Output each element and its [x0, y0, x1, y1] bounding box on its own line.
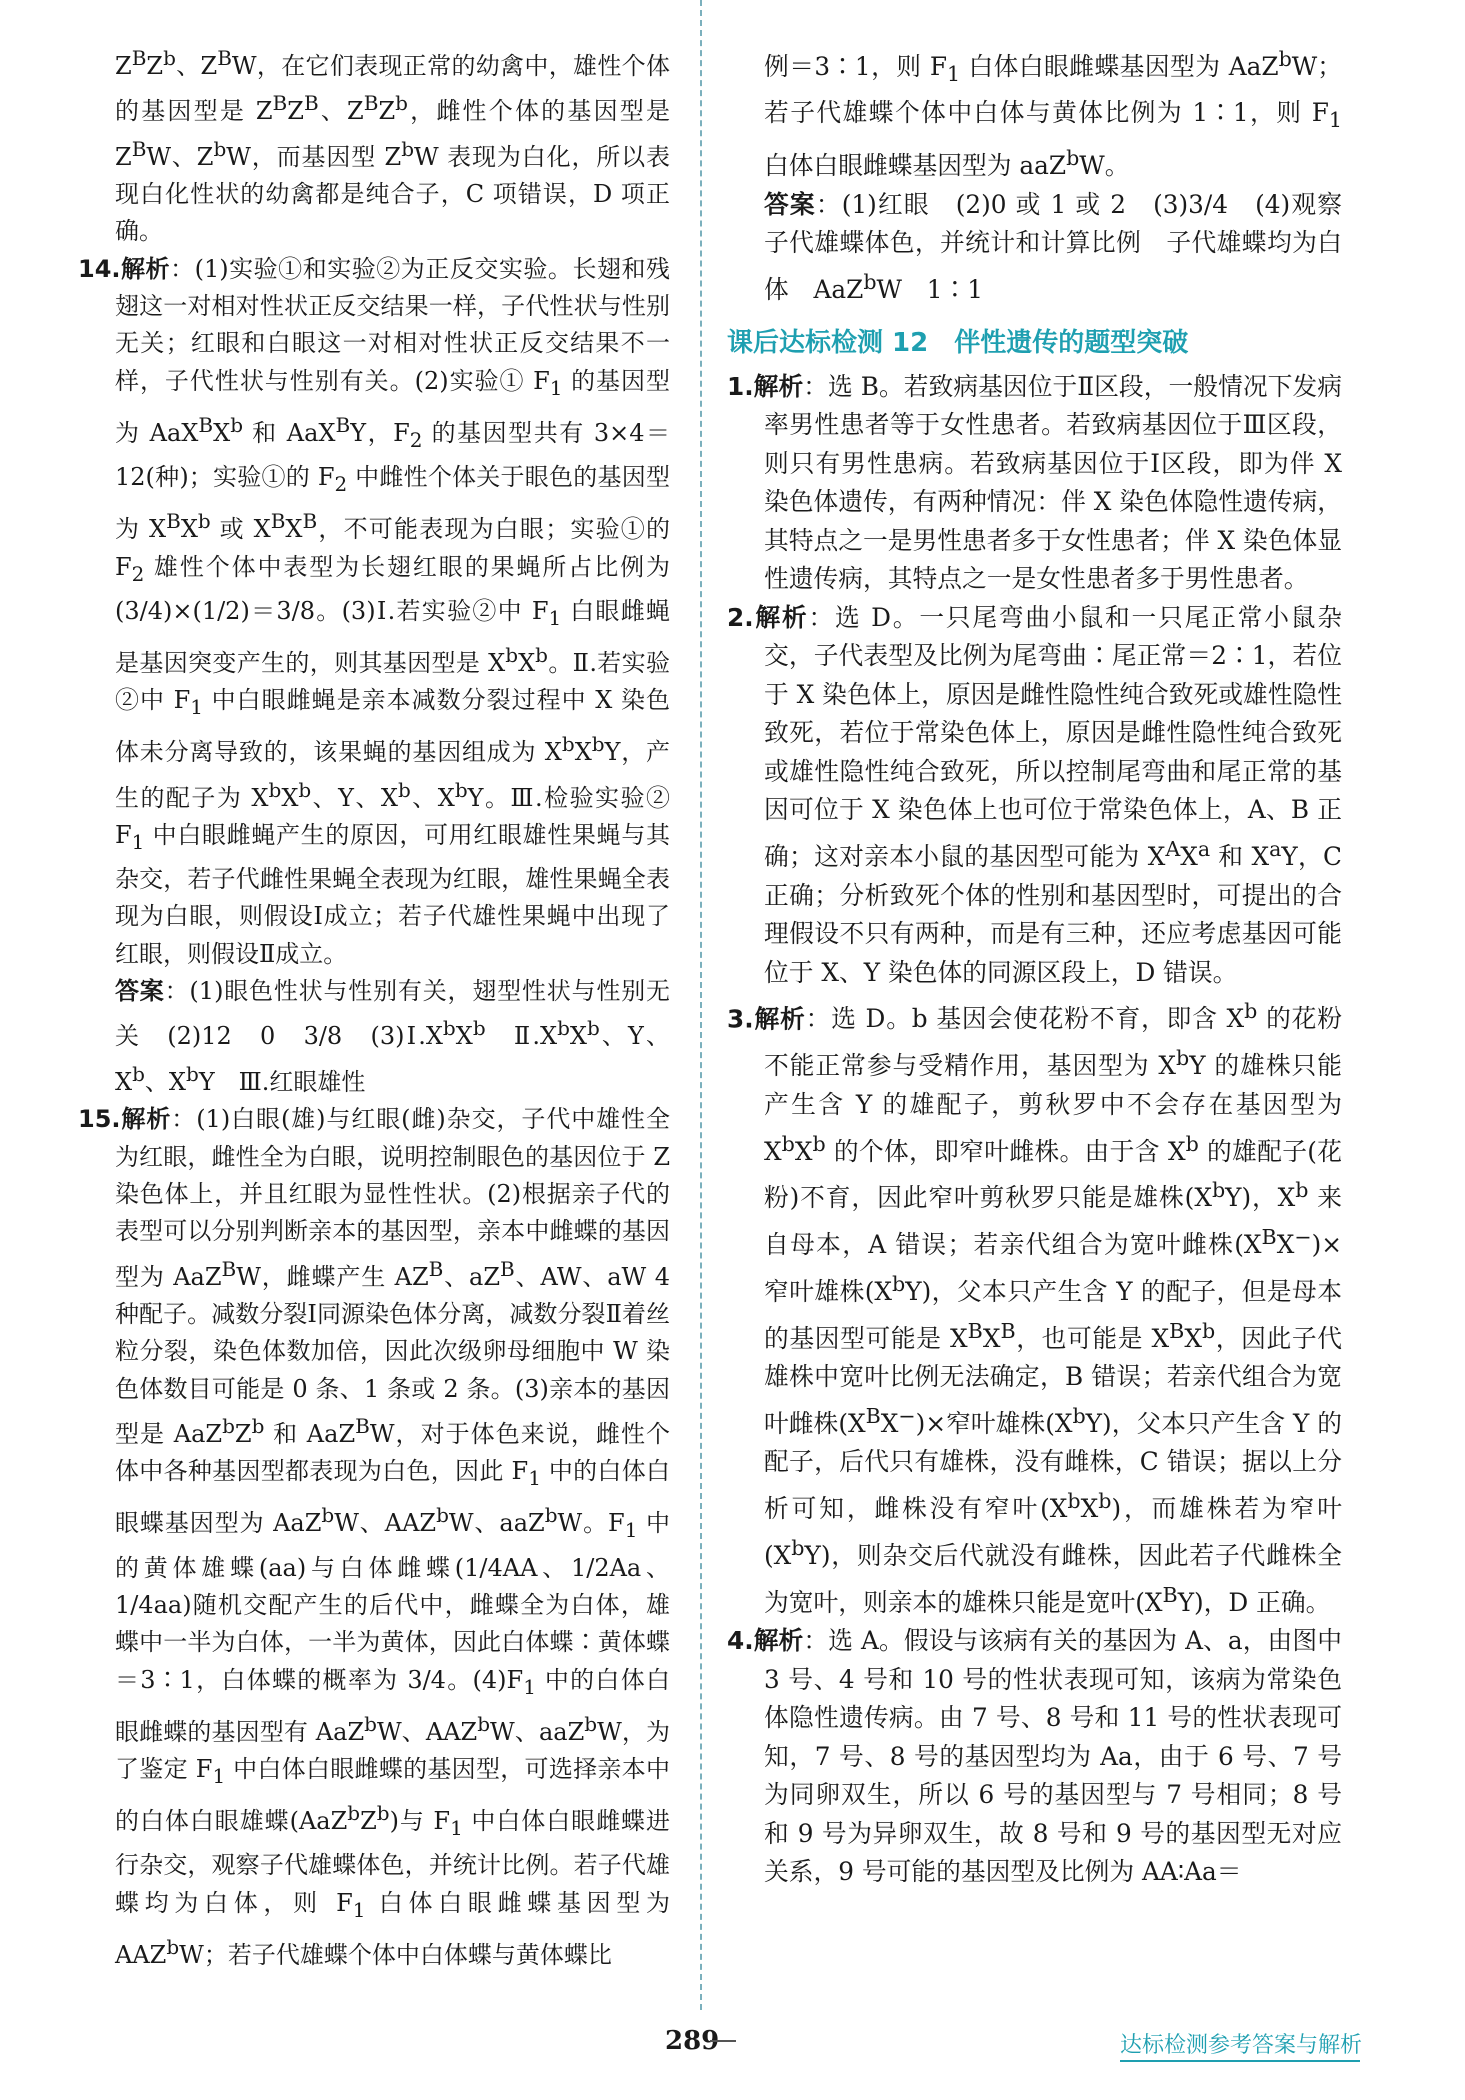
- q14-answer: [78, 973, 670, 1101]
- page-number-dash: [710, 2040, 736, 2042]
- q15-answer-label: 答案: [764, 189, 816, 219]
- q15-analysis: [78, 1101, 670, 1974]
- q15-answer-text: ：(1)红眼 (2)0 或 1 或 2 (3)3/4 (4)观察子代雄蝶体色，并统计和计算比例 子代雄蝶均为白体 AaZ$^b$W 1∶1: [764, 189, 1342, 305]
- q3-number: 3.: [727, 1004, 754, 1034]
- q2-label: 解析: [753, 602, 809, 632]
- q15-continuation: [727, 40, 1342, 186]
- right-column: [727, 40, 1342, 1892]
- footer-underline: [1120, 2060, 1360, 2062]
- q4-analysis: [727, 1622, 1342, 1892]
- section-title: 课后达标检测 12 伴性遗传的题型突破: [727, 327, 1189, 358]
- q2-text: ：选 D。一只尾弯曲小鼠和一只尾正常小鼠杂交，子代表型及比例为尾弯曲∶尾正常＝2∶1，若位于 X 染色体上，原因是雌性隐性纯合致死或雄性隐性致死，若位于常染色体上，原因是雌性隐性纯合致死或雄性隐性纯合致死，所以控制尾弯曲和尾正常的基因可位于 X 染色体上也可位于常染色体上，A、B 正确；这对亲本小鼠的基因型可能为 $X^AX^a$ 和 $X^aY$，C 正确；分析致死个体的性别和基因型时，可提出的合理假设不只有两种，而是有三种，还应考虑基因可能位于 X、Y 染色体的同源区段上，D 错误。: [764, 602, 1343, 987]
- footer-title: 达标检测参考答案与解析: [1120, 2033, 1363, 2058]
- q2-number: 2.: [727, 602, 754, 632]
- q1-label: 解析: [753, 371, 804, 401]
- q13-continuation-text: $Z^BZ^b$、$Z^BW$，在它们表现正常的幼禽中，雄性个体的基因型是 $Z^BZ^B$、$Z^BZ^b$，雌性个体的基因型是 $Z^BW$、$Z^bW$，而基因型 $Z^bW$ 表现为白化，所以表现白化性状的幼禽都是纯合子，C 项错误，D 项正确。: [115, 46, 671, 246]
- q14-answer-text: ：(1)眼色性状与性别有关，翅型性状与性别无关 (2)12 0 3/8 $(3)Ⅰ.X^bX^b$ $Ⅱ.X^bX^b$、Y、$X^b$、$X^bY$ Ⅲ.红眼雄性: [115, 977, 671, 1096]
- q14-analysis: [78, 251, 670, 973]
- q2-analysis: [727, 599, 1342, 992]
- q1-number: 1.: [727, 371, 754, 401]
- q4-label: 解析: [753, 1626, 804, 1656]
- column-divider: [700, 0, 702, 2010]
- q14-label: 解析: [120, 254, 171, 283]
- q3-label: 解析: [753, 1004, 806, 1034]
- q14-number: 14.: [78, 254, 121, 283]
- left-column: [78, 40, 670, 1974]
- q3-analysis: [727, 992, 1342, 1622]
- q15-answer: [727, 186, 1342, 310]
- q3-text: ：选 D。b 基因会使花粉不育，即含 $X^b$ 的花粉不能正常参与受精作用，基因型为 $X^bY$ 的雄株只能产生含 Y 的雄配子，剪秋罗中不会存在基因型为 $X^bX^b$ 的个体，即窄叶雌株。由于含 $X^b$ 的雄配子(花粉)不育，因此窄叶剪秋罗只能是雄株$(X^bY)$，$X^b$ 来自母本，A 错误；若亲代组合为宽叶雌株$(X^BX^-)\times$窄叶雄株$(X^bY)$，父本只产生含 Y 的配子，但是母本的基因型可能是 $X^BX^B$，也可能是 $X^BX^b$，因此子代雄株中宽叶比例无法确定，B 错误；若亲代组合为宽叶雌株$(X^BX^-)\times$窄叶雄株$(X^bY)$，父本只产生含 Y 的配子，后代只有雄株，没有雌株，C 错误；据以上分析可知，雌株没有窄叶$(X^bX^b)$，而雄株若为窄叶$(X^bY)$，则杂交后代就没有雌株，因此若子代雌株全为宽叶，则亲本的雄株只能是宽叶$(X^BY)$，D 正确。: [764, 999, 1343, 1617]
- q1-text: ：选 B。若致病基因位于Ⅱ区段，一般情况下发病率男性患者等于女性患者。若致病基因位于Ⅲ区段，则只有男性患病。若致病基因位于Ⅰ区段，即为伴 X 染色体遗传，有两种情况：伴 X 染色体隐性遗传病，其特点之一是男性患者多于女性患者；伴 X 染色体显性遗传病，其特点之一是女性患者多于男性患者。: [764, 371, 1342, 594]
- q15-text: ：(1)白眼(雄)与红眼(雌)杂交，子代中雄性全为红眼，雌性全为白眼，说明控制眼色的基因位于 Z 染色体上，并且红眼为显性性状。(2)根据亲子代的表型可以分别判断亲本的基因型，亲本中雌蝶的基因型为 AaZ$^B$W，雌蝶产生 $AZ^B$、$aZ^B$、AW、aW 4 种配子。减数分裂Ⅰ同源染色体分离，减数分裂Ⅱ着丝粒分裂，染色体数加倍，因此次级卵母细胞中 W 染色体数目可能是 0 条、1 条或 2 条。(3)亲本的基因型是 $AaZ^bZ^b$ 和 AaZ$^B$W，对于体色来说，雌性个体中各种基因型都表现为白色，因此 $F_1$ 中的白体白眼蝶基因型为 AaZ$^b$W、AAZ$^b$W、aaZ$^b$W。$F_1$ 中的黄体雄蝶(aa)与白体雌蝶(1/4AA、1/2Aa、1/4aa)随机交配产生的后代中，雌蝶全为白体，雄蝶中一半为白体，一半为黄体，因此白体蝶∶黄体蝶＝3∶1，白体蝶的概率为 3/4。$(4)F_1$ 中的白体白眼雌蝶的基因型有 AaZ$^b$W、AAZ$^b$W、aaZ$^b$W，为了鉴定 $F_1$ 中白体白眼雌蝶的基因型，可选择亲本中的白体白眼雄蝶$(AaZ^bZ^b)$与 $F_1$ 中白体白眼雌蝶进行杂交，观察子代雄蝶体色，并统计比例。若子代雄蝶均为白体，则 $F_1$ 白体白眼雌蝶基因型为 AAZ$^b$W；若子代雄蝶个体中白体蝶与黄体蝶比: [115, 1105, 671, 1969]
- q14-text: ：(1)实验①和实验②为正反交实验。长翅和残翅这一对相对性状正反交结果一样，子代性状与性别无关；红眼和白眼这一对相对性状正反交结果不一样，子代性状与性别有关。(2)实验① $F_1$ 的基因型为 $AaX^BX^b$ 和 AaX$^B$Y，$F_2$ 的基因型共有 3×4＝12(种)；实验①的 $F_2$ 中雌性个体关于眼色的基因型为 $X^BX^b$ 或 $X^BX^B$，不可能表现为白眼；实验①的 $F_2$ 雄性个体中表型为长翅红眼的果蝇所占比例为 (3/4)×(1/2)＝3/8。(3)Ⅰ.若实验②中 $F_1$ 白眼雌蝇是基因突变产生的，则其基因型是 $X^bX^b$。Ⅱ.若实验②中 $F_1$ 中白眼雌蝇是亲本减数分裂过程中 X 染色体未分离导致的，该果蝇的基因组成为 $X^bX^bY$，产生的配子为 $X^bX^b$、Y、$X^b$、$X^bY$。Ⅲ.检验实验② $F_1$ 中白眼雌蝇产生的原因，可用红眼雄性果蝇与其杂交，若子代雌性果蝇全表现为红眼，雄性果蝇全表现为白眼，则假设Ⅰ成立；若子代雄性果蝇中出现了红眼，则假设Ⅱ成立。: [115, 254, 671, 968]
- q15-continuation-text: 例＝3∶1，则 $F_1$ 白体白眼雌蝶基因型为 AaZ$^b$W；若子代雄蝶个体中白体与黄体比例为 1∶1，则 $F_1$ 白体白眼雌蝶基因型为 aaZ$^b$W。: [764, 47, 1342, 181]
- q15-label: 解析: [120, 1105, 172, 1134]
- q13-continuation: [78, 40, 670, 251]
- q4-text: ：选 A。假设与该病有关的基因为 A、a，由图中 3 号、4 号和 10 号的性状表现可知，该病为常染色体隐性遗传病。由 7 号、8 号和 11 号的性状表现可知，7 号、8 号的基因型均为 Aa，由于 6 号、7 号为同卵双生，所以 6 号的基因型与 7 号相同；8 号和 9 号为异卵双生，故 8 号和 9 号的基因型无对应关系，9 号可能的基因型及比例为 AA∶Aa＝: [764, 1626, 1342, 1887]
- q15-number: 15.: [78, 1105, 121, 1134]
- q14-answer-label: 答案: [115, 977, 165, 1006]
- q1-analysis: [727, 368, 1342, 599]
- page-number: 289: [665, 2026, 720, 2056]
- q4-number: 4.: [727, 1626, 754, 1656]
